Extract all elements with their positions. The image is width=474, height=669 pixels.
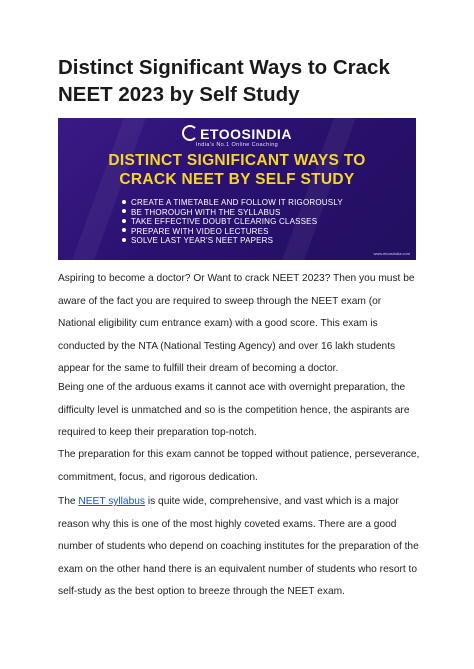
banner-bullet bbox=[122, 208, 343, 218]
banner-logo bbox=[58, 125, 416, 143]
bullet-dot-icon bbox=[122, 238, 126, 242]
banner-bullet-list bbox=[122, 198, 343, 246]
paragraph-text: The bbox=[58, 496, 79, 507]
banner-image bbox=[58, 118, 416, 260]
banner-bullet bbox=[122, 236, 343, 246]
neet-syllabus-link[interactable]: NEET syllabus bbox=[78, 496, 146, 507]
bullet-dot-icon bbox=[122, 200, 126, 204]
banner-bullet-text: TAKE EFFECTIVE DOUBT CLEARING CLASSES bbox=[131, 217, 318, 226]
banner-headline bbox=[58, 151, 416, 189]
bullet-dot-icon bbox=[122, 209, 126, 213]
banner-logo-text: ETOOSINDIA bbox=[200, 125, 292, 142]
document-title: Distinct Significant Ways to Crack NEET 2023 by Self Study bbox=[58, 56, 390, 106]
paragraph-difficulty: Being one of the arduous exams it cannot ace with overnight preparation, the difficulty level is unmatched and so is the competition hence, the aspirants are required to keep their preparation top-notch. bbox=[58, 382, 410, 438]
bullet-dot-icon bbox=[122, 219, 126, 223]
paragraph-intro: Aspiring to become a doctor? Or Want to crack NEET 2023? Then you must be aware of the fact you are required to sweep through the NEET exam (or National eligibility cum entrance exam) with a good score. This exam is conducted by the NTA (National Testing Agency) and over 16 lakh students appear for the same to fulfill their dream of becoming a doctor. bbox=[58, 273, 415, 374]
banner-bullet-text: PREPARE WITH VIDEO LECTURES bbox=[131, 226, 269, 236]
paragraph-text: is quite wide, comprehensive, and vast which is a major reason why this is one of the most highly coveted exams. There are a good number of students who depend on coaching institutes for the preparation of the exam on the other hand there is an equivalent number of students who resort to self-study as the best option to breeze through the NEET exam. bbox=[58, 496, 419, 597]
banner-website: www.etoosindia.com bbox=[373, 251, 410, 256]
banner-bullet-text: SOLVE LAST YEAR'S NEET PAPERS bbox=[131, 236, 274, 245]
banner-bullet bbox=[122, 217, 343, 227]
banner-bullet bbox=[122, 198, 343, 208]
banner-headline-line: CRACK NEET BY SELF STUDY bbox=[119, 171, 355, 188]
banner-tagline: India's No.1 Online Coaching bbox=[195, 142, 279, 148]
banner-bullet bbox=[122, 227, 343, 237]
banner-bullet-text: BE THOROUGH WITH THE SYLLABUS bbox=[131, 207, 281, 217]
bullet-dot-icon bbox=[122, 228, 126, 232]
banner-headline-line: DISTINCT SIGNIFICANT WAYS TO bbox=[108, 152, 366, 169]
banner-bullet-text: CREATE A TIMETABLE AND FOLLOW IT RIGOROUSLY bbox=[131, 198, 343, 207]
etoos-logo-icon bbox=[182, 125, 198, 141]
paragraph-preparation: The preparation for this exam cannot be topped without patience, perseverance, commitment, focus, and rigorous dedication. bbox=[58, 449, 420, 483]
paragraph-syllabus bbox=[58, 491, 420, 604]
